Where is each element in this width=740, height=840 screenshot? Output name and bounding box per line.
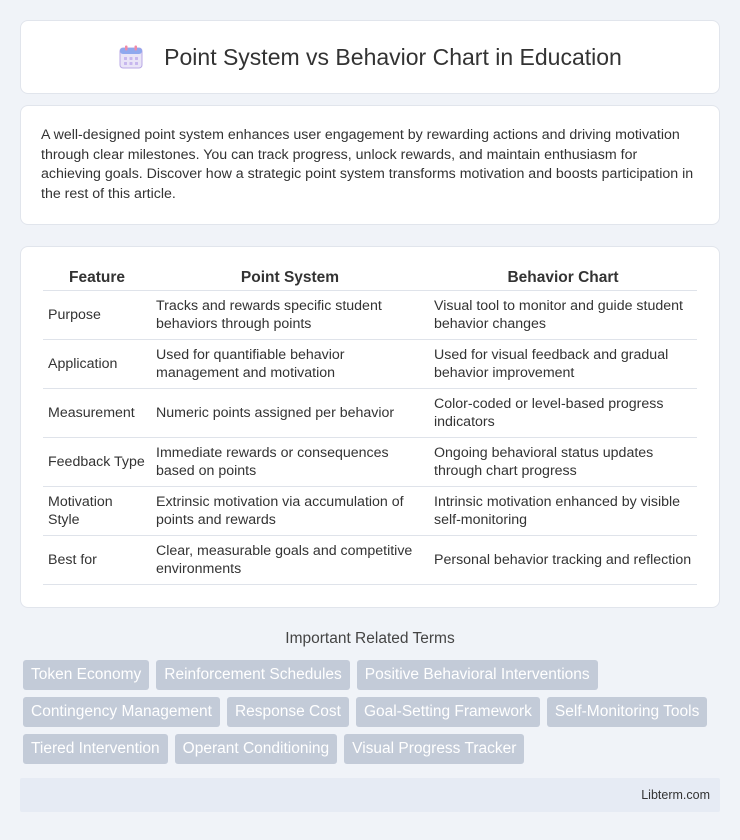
header-behavior-chart: Behavior Chart [429, 267, 697, 291]
table-row [43, 487, 697, 536]
table-row [43, 291, 697, 340]
row-feature-cell: Motivation Style [43, 487, 151, 536]
row-feature-cell: Feedback Type [43, 438, 151, 487]
row-feature-cell: Measurement [43, 389, 151, 438]
related-term-tag[interactable]: Response Cost [227, 697, 349, 727]
related-term-tag[interactable]: Self-Monitoring Tools [547, 697, 707, 727]
table-row [43, 536, 697, 585]
page-title: Point System vs Behavior Chart in Education [164, 43, 622, 70]
row-behavior-chart-cell: Used for visual feedback and gradual behavior improvement [429, 340, 697, 389]
related-term-tag[interactable]: Goal-Setting Framework [356, 697, 540, 727]
row-feature-cell: Application [43, 340, 151, 389]
row-behavior-chart-cell: Visual tool to monitor and guide student behavior changes [429, 291, 697, 340]
comparison-table [43, 267, 697, 585]
row-behavior-chart-cell: Ongoing behavioral status updates through chart progress [429, 438, 697, 487]
row-point-system-cell: Numeric points assigned per behavior [151, 389, 429, 438]
related-term-tag[interactable]: Positive Behavioral Interventions [357, 660, 598, 690]
table-row [43, 438, 697, 487]
intro-text: A well-designed point system enhances user engagement by rewarding actions and driving motivation through clear milestones. You can track progress, unlock rewards, and maintain enthusiasm for achieving goals. Discover how a strategic point system transforms motivation and boosts participation in the rest of this article. [41, 127, 694, 202]
row-feature-cell: Purpose [43, 291, 151, 340]
row-point-system-cell: Clear, measurable goals and competitive environments [151, 536, 429, 585]
related-term-tag[interactable]: Contingency Management [23, 697, 220, 727]
row-behavior-chart-cell: Color-coded or level-based progress indicators [429, 389, 697, 438]
related-term-tag[interactable]: Tiered Intervention [23, 734, 168, 764]
intro-card [20, 105, 720, 225]
calendar-icon [118, 44, 144, 70]
table-header-row [43, 267, 697, 291]
related-term-tag[interactable]: Operant Conditioning [175, 734, 338, 764]
row-behavior-chart-cell: Intrinsic motivation enhanced by visible self-monitoring [429, 487, 697, 536]
row-point-system-cell: Tracks and rewards specific student behaviors through points [151, 291, 429, 340]
row-point-system-cell: Immediate rewards or consequences based on points [151, 438, 429, 487]
table-row [43, 340, 697, 389]
related-terms-list [23, 660, 720, 764]
header-card [20, 20, 720, 94]
related-terms-title: Important Related Terms [285, 630, 455, 647]
row-feature-cell: Best for [43, 536, 151, 585]
footer [20, 778, 720, 812]
related-term-tag[interactable]: Reinforcement Schedules [156, 660, 350, 690]
table-row [43, 389, 697, 438]
footer-site-link[interactable]: Libterm.com [641, 788, 710, 802]
row-point-system-cell: Extrinsic motivation via accumulation of points and rewards [151, 487, 429, 536]
comparison-table-card [20, 246, 720, 608]
header-point-system: Point System [151, 267, 429, 291]
header-feature: Feature [43, 267, 151, 291]
row-point-system-cell: Used for quantifiable behavior management and motivation [151, 340, 429, 389]
related-term-tag[interactable]: Token Economy [23, 660, 149, 690]
related-term-tag[interactable]: Visual Progress Tracker [344, 734, 524, 764]
row-behavior-chart-cell: Personal behavior tracking and reflection [429, 536, 697, 585]
